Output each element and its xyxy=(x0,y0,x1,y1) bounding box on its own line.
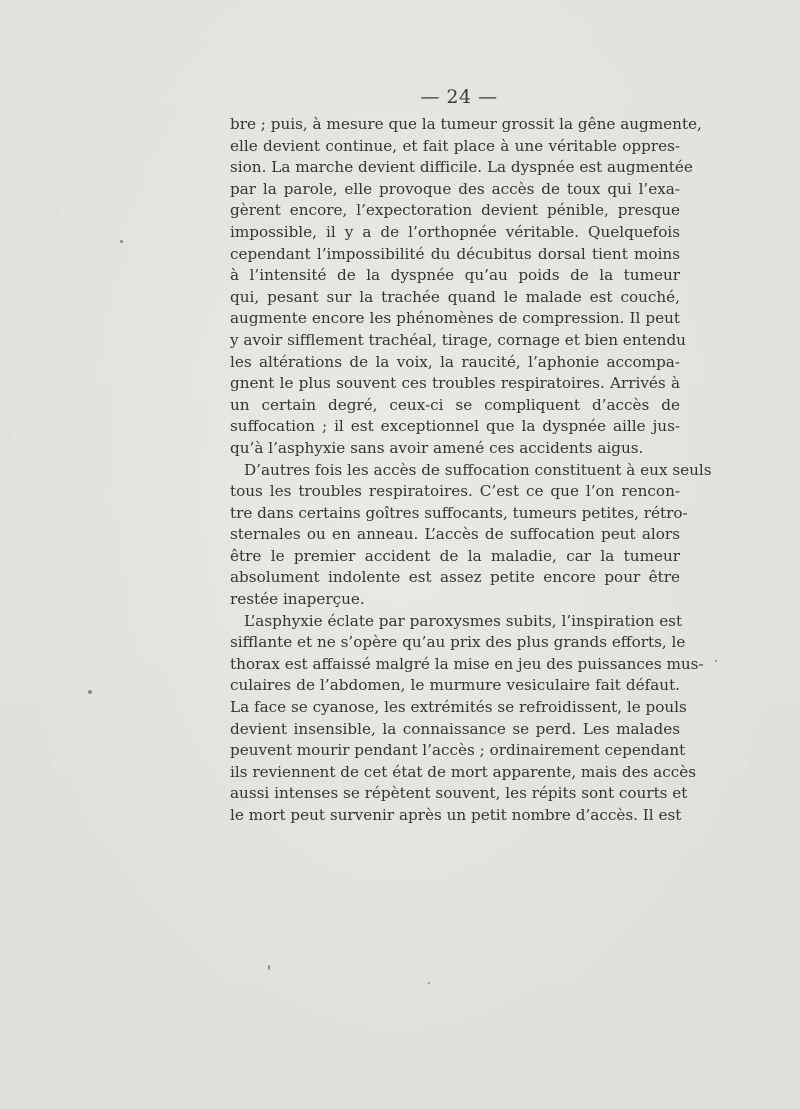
text-line: peuvent mourir pendant l’accès ; ordinairement cependant xyxy=(230,741,686,760)
paper-speck xyxy=(268,965,270,970)
text-line: thorax est affaissé malgré la mise en jeu des puissances mus- xyxy=(230,654,704,673)
text-line: qu’à l’asphyxie sans avoir amené ces accidents aigus. xyxy=(230,438,644,457)
text-line: cependant l’impossibilité du décubitus dorsal tient moins xyxy=(230,244,680,263)
text-line: sternales ou en anneau. L’accès de suffocation peut alors xyxy=(230,525,680,544)
paragraph-start-line: D’autres fois les accès de suffocation constituent à eux seuls xyxy=(244,460,712,479)
paper-speck xyxy=(88,690,92,694)
paper-speck xyxy=(715,660,717,662)
text-line: La face se cyanose, les extrémités se refroidissent, le pouls xyxy=(230,698,687,717)
text-line: suffocation ; il est exceptionnel que la dyspnée aille jus- xyxy=(230,417,680,436)
text-line: y avoir sifflement trachéal, tirage, cornage et bien entendu xyxy=(230,330,686,349)
text-line: restée inaperçue. xyxy=(230,590,365,609)
text-line: gnent le plus souvent ces troubles respiratoires. Arrivés à xyxy=(230,374,680,393)
text-line: tous les troubles respiratoires. C’est ce que l’on rencon- xyxy=(230,482,680,501)
text-line: être le premier accident de la maladie, car la tumeur xyxy=(230,546,680,565)
text-line: sion. La marche devient difficile. La dyspnée est augmentée xyxy=(230,158,693,177)
text-line: impossible, il y a de l’orthopnée véritable. Quelquefois xyxy=(230,222,680,241)
page-number: — 24 — xyxy=(420,86,498,108)
text-line: par la parole, elle provoque des accès de toux qui l’exa- xyxy=(230,179,680,198)
text-line: les altérations de la voix, la raucité, l’aphonie accompa- xyxy=(230,352,680,371)
text-line: un certain degré, ceux-ci se compliquent d’accès de xyxy=(230,395,680,414)
paper-speck xyxy=(428,982,430,984)
text-line: le mort peut survenir après un petit nombre d’accès. Il est xyxy=(230,806,682,824)
text-line: culaires de l’abdomen, le murmure vesiculaire fait défaut. xyxy=(230,676,680,695)
text-line: tre dans certains goîtres suffocants, tumeurs petites, rétro- xyxy=(230,503,688,522)
text-line: gèrent encore, l’expectoration devient pénible, presque xyxy=(230,201,680,220)
text-line: à l’intensité de la dyspnée qu’au poids de la tumeur xyxy=(230,266,680,285)
paper-speck xyxy=(120,240,123,243)
body-text xyxy=(230,114,712,827)
text-line: augmente encore les phénomènes de compression. Il peut xyxy=(230,309,680,328)
paragraph-start-line: L’asphyxie éclate par paroxysmes subits, l’inspiration est xyxy=(244,611,683,630)
text-line: absolument indolente est assez petite encore pour être xyxy=(230,568,680,587)
text-line: bre ; puis, à mesure que la tumeur grossit la gêne augmente, xyxy=(230,115,702,133)
text-line: sifflante et ne s’opère qu’au prix des plus grands efforts, le xyxy=(230,633,686,652)
text-line: devient insensible, la connaissance se perd. Les malades xyxy=(230,719,680,738)
text-line: aussi intenses se répètent souvent, les répits sont courts et xyxy=(230,784,688,803)
text-line: qui, pesant sur la trachée quand le malade est couché, xyxy=(230,287,680,306)
text-line: ils reviennent de cet état de mort apparente, mais des accès xyxy=(230,762,697,781)
text-line: elle devient continue, et fait place à une véritable oppres- xyxy=(230,136,680,155)
